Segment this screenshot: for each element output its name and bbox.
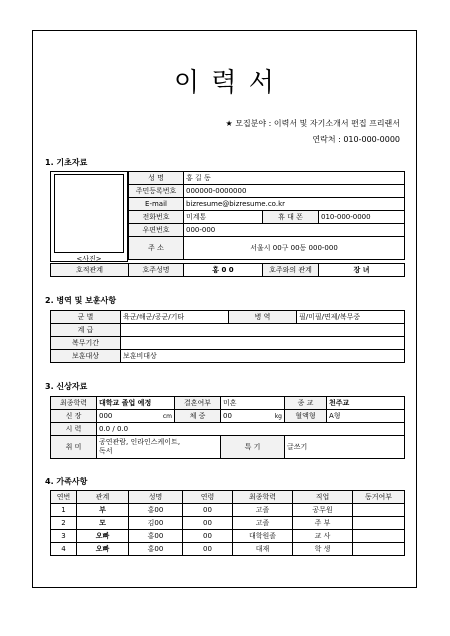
table-cell[interactable]: 00 xyxy=(183,530,233,543)
skill-label: 특 기 xyxy=(221,436,285,459)
vision-label: 시 력 xyxy=(51,423,97,436)
section-family-title: 4. 가족사항 xyxy=(45,477,88,486)
photo-placeholder[interactable] xyxy=(54,174,124,253)
table-cell[interactable] xyxy=(353,530,405,543)
table-cell[interactable]: 4 xyxy=(51,543,77,556)
skill-value[interactable]: 글쓰기 xyxy=(285,436,405,459)
mobile-value[interactable]: 010-000-0000 xyxy=(319,211,405,224)
table-cell[interactable]: 김00 xyxy=(129,517,183,530)
basic-info-table xyxy=(128,171,405,260)
family-header-cell: 성명 xyxy=(129,491,183,504)
hobby-line-2: 독서 xyxy=(99,447,113,455)
military-status-value[interactable]: 필/미필/면제/복무중 xyxy=(297,311,405,324)
table-cell[interactable]: 오빠 xyxy=(77,530,129,543)
service-period-label: 복무기간 xyxy=(51,337,121,350)
religion-label: 종 교 xyxy=(285,397,327,410)
table-cell[interactable]: 모 xyxy=(77,517,129,530)
table-cell[interactable] xyxy=(353,504,405,517)
blood-value[interactable]: A형 xyxy=(327,410,405,423)
height-unit: cm xyxy=(162,412,172,420)
education-label: 최종학력 xyxy=(51,397,97,410)
phone-value[interactable]: 미계통 xyxy=(184,211,263,224)
email-value[interactable]: bizresume@bizresume.co.kr xyxy=(184,198,405,211)
family-header-row xyxy=(51,491,405,504)
weight-cell[interactable] xyxy=(221,410,285,423)
table-cell[interactable]: 교 사 xyxy=(293,530,353,543)
height-value: 000 xyxy=(99,411,113,420)
table-cell[interactable]: 00 xyxy=(183,543,233,556)
table-cell[interactable]: 부 xyxy=(77,504,129,517)
rank-label: 계 급 xyxy=(51,324,121,337)
hobby-line-1: 공연관람, 인라인스케이트, xyxy=(99,438,181,446)
military-table xyxy=(50,310,405,363)
phone-label: 전화번호 xyxy=(129,211,184,224)
photo-caption: <사진> xyxy=(76,255,102,263)
military-status-label: 병 역 xyxy=(229,311,297,324)
document-title: 이 력 서 xyxy=(174,68,276,98)
section-personal-title: 3. 신상자료 xyxy=(45,382,88,391)
hobby-value[interactable] xyxy=(97,436,221,459)
vision-value[interactable]: 0.0 / 0.0 xyxy=(97,423,405,436)
height-cell[interactable] xyxy=(97,410,175,423)
table-cell[interactable]: 고졸 xyxy=(233,517,293,530)
name-value[interactable]: 홍 길 동 xyxy=(184,172,405,185)
family-header-cell: 관계 xyxy=(77,491,129,504)
family-header-cell: 동거여부 xyxy=(353,491,405,504)
education-value[interactable]: 대학교 졸업 예정 xyxy=(97,397,175,410)
personal-table xyxy=(50,396,405,459)
height-label: 신 장 xyxy=(51,410,97,423)
table-row xyxy=(51,530,405,543)
section-military-title: 2. 병역 및 보훈사항 xyxy=(45,296,117,305)
table-cell[interactable]: 3 xyxy=(51,530,77,543)
contact-text: 연락처 : 010-000-0000 xyxy=(312,135,400,144)
family-header-cell: 직업 xyxy=(293,491,353,504)
table-cell[interactable]: 1 xyxy=(51,504,77,517)
household-head-label: 호주성명 xyxy=(129,264,184,277)
table-cell[interactable]: 대학원졸 xyxy=(233,530,293,543)
veteran-label: 보훈대상 xyxy=(51,350,121,363)
military-type-value[interactable]: 육군/해군/공군/기타 xyxy=(121,311,229,324)
zip-value[interactable]: 000-000 xyxy=(184,224,405,237)
id-value[interactable]: 000000-0000000 xyxy=(184,185,405,198)
family-header-cell: 최종학력 xyxy=(233,491,293,504)
relation-value[interactable]: 장 녀 xyxy=(319,264,405,277)
household-head-value[interactable]: 홍 0 0 xyxy=(184,264,263,277)
weight-unit: kg xyxy=(274,412,282,420)
relation-label: 호주와의 관계 xyxy=(263,264,319,277)
table-cell[interactable]: 홍00 xyxy=(129,530,183,543)
table-cell[interactable]: 00 xyxy=(183,517,233,530)
blood-label: 혈액형 xyxy=(285,410,327,423)
table-row xyxy=(51,543,405,556)
table-row xyxy=(51,504,405,517)
family-header-cell: 연번 xyxy=(51,491,77,504)
id-label: 주민등록번호 xyxy=(129,185,184,198)
table-cell[interactable]: 대재 xyxy=(233,543,293,556)
table-cell[interactable]: 홍00 xyxy=(129,543,183,556)
table-row xyxy=(51,517,405,530)
military-type-label: 군 별 xyxy=(51,311,121,324)
table-cell[interactable]: 오빠 xyxy=(77,543,129,556)
table-cell[interactable]: 주 부 xyxy=(293,517,353,530)
name-label: 성 명 xyxy=(129,172,184,185)
veteran-value[interactable]: 보훈비대상 xyxy=(121,350,405,363)
household-rel-label: 호적관계 xyxy=(51,264,129,277)
address-label: 주 소 xyxy=(129,237,184,260)
weight-value: 00 xyxy=(223,411,232,420)
position-text: ★ 모집분야 : 이력서 및 자기소개서 편집 프리랜서 xyxy=(225,119,400,128)
mobile-label: 휴 대 폰 xyxy=(263,211,319,224)
email-label: E-mail xyxy=(129,198,184,211)
family-header-cell: 연령 xyxy=(183,491,233,504)
table-cell[interactable] xyxy=(353,543,405,556)
table-cell[interactable]: 학 생 xyxy=(293,543,353,556)
section-basic-title: 1. 기초자료 xyxy=(45,158,88,167)
married-value[interactable]: 미혼 xyxy=(221,397,285,410)
religion-value[interactable]: 천주교 xyxy=(327,397,405,410)
family-table xyxy=(50,490,405,556)
service-period-value[interactable] xyxy=(121,337,405,350)
hobby-label: 취 미 xyxy=(51,436,97,459)
address-value[interactable]: 서울시 00구 00동 000-000 xyxy=(184,237,405,260)
table-cell[interactable] xyxy=(353,517,405,530)
rank-value[interactable] xyxy=(121,324,405,337)
table-cell[interactable]: 00 xyxy=(183,504,233,517)
table-cell[interactable]: 공무원 xyxy=(293,504,353,517)
table-cell[interactable]: 2 xyxy=(51,517,77,530)
household-table xyxy=(50,263,405,277)
married-label: 결혼여부 xyxy=(175,397,221,410)
zip-label: 우편번호 xyxy=(129,224,184,237)
table-cell[interactable]: 고졸 xyxy=(233,504,293,517)
table-cell[interactable]: 홍00 xyxy=(129,504,183,517)
weight-label: 체 중 xyxy=(175,410,221,423)
